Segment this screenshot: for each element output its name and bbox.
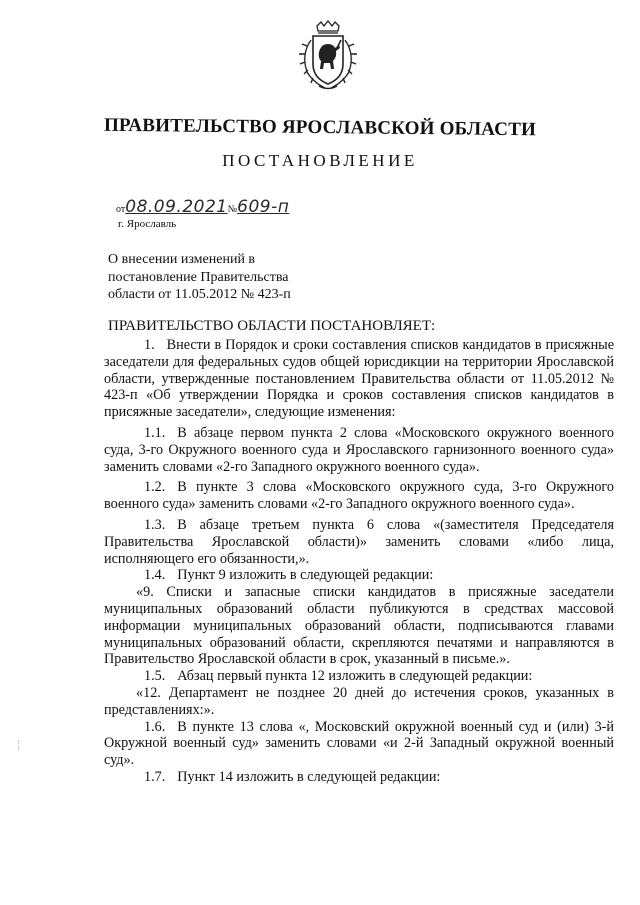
paragraph-1-4-quote: «9. Списки и запасные списки кандидатов в присяжные заседатели муниципальных образований области публикуются в средствах массовой информации муниципальных образований области, подписываются главами муниципальных образований области, скрепляются печатями и направляются в Правительство Ярославской области в срок, указанный в письме.». [104,584,614,668]
paragraph-1-4 [104,567,614,584]
city-label: г. Ярославль [118,218,177,230]
paragraph-number: 1.2. [144,479,166,496]
paragraph-1-5-quote: «12. Департамент не позднее 20 дней до истечения сроков, указанных в представлениях:». [104,684,614,718]
paragraph-text: Внести в Порядок и сроки составления списков кандидатов в присяжные заседатели для федеральных судов общей юрисдикции на территории Ярославской области, утвержденные постановлением Правительства области от 11.05.2012 № 423-п «Об утверждении Порядка и сроков составления списков кандидатов в присяжные заседатели», следующие изменения: [104,337,614,421]
paragraph-1-3 [104,517,614,567]
paragraph-1 [104,337,614,421]
date-prefix: от [116,204,126,215]
paragraph-number: 1.5. [144,668,166,685]
paragraph-number: 1.3. [144,516,166,533]
paragraph-1-7 [104,769,614,786]
government-title: ПРАВИТЕЛЬСТВО ЯРОСЛАВСКОЙ ОБЛАСТИ [103,114,537,141]
document-type: ПОСТАНОВЛЕНИЕ [222,151,418,170]
paragraph-1-6 [104,719,614,769]
paragraph-number: 1.7. [144,768,166,785]
paragraph-text: Пункт 9 изложить в следующей редакции: [177,567,434,584]
paragraph-number: 1.4. [144,567,166,584]
document-number: 609-п [237,197,290,217]
decree-intro: ПРАВИТЕЛЬСТВО ОБЛАСТИ ПОСТАНОВЛЯЕТ: [108,318,436,334]
paragraph-text: В пункте 13 слова «, Московский окружной военный суд и (или) 3-й Окружной военный суд» заменить словами «и 2-й Западный окружной военный суд». [104,718,614,769]
paragraph-number: 1.6. [144,718,166,735]
paragraph-number: 1.1. [144,424,166,441]
paragraph-text: В пункте 3 слова «Московского окружного суда, 3-го Окружного военного суда» заменить словами «2-го Западного окружного военного суда». [104,479,614,513]
paragraph-text: Абзац первый пункта 12 изложить в следующей редакции: [177,668,533,685]
paragraph-text: В абзаце третьем пункта 6 слова «(заместителя Председателя Правительства Ярославской области)» заменить словами «либо лица, исполняющего его обязанности,». [104,516,614,567]
paragraph-1-1 [104,425,614,475]
date-number-line [116,197,289,217]
document-subject: О внесении изменений в постановление Правительства области от 11.05.2012 № 423-п [108,252,291,302]
document-body [104,337,614,786]
paragraph-1-5 [104,668,614,685]
scan-artifact [18,740,20,750]
number-prefix: № [227,204,238,215]
paragraph-text: Пункт 14 изложить в следующей редакции: [177,768,441,785]
coat-of-arms-icon [293,20,363,92]
paragraph-text: В абзаце первом пункта 2 слова «Московского окружного военного суда, 3-го Окружного военного суда и Ярославского гарнизонного военного суда» заменить словами «2-го Западного окружного военного суда». [104,424,614,475]
paragraph-number: 1. [144,337,155,353]
document-date: 08.09.2021 [125,197,228,217]
paragraph-1-2 [104,479,614,513]
